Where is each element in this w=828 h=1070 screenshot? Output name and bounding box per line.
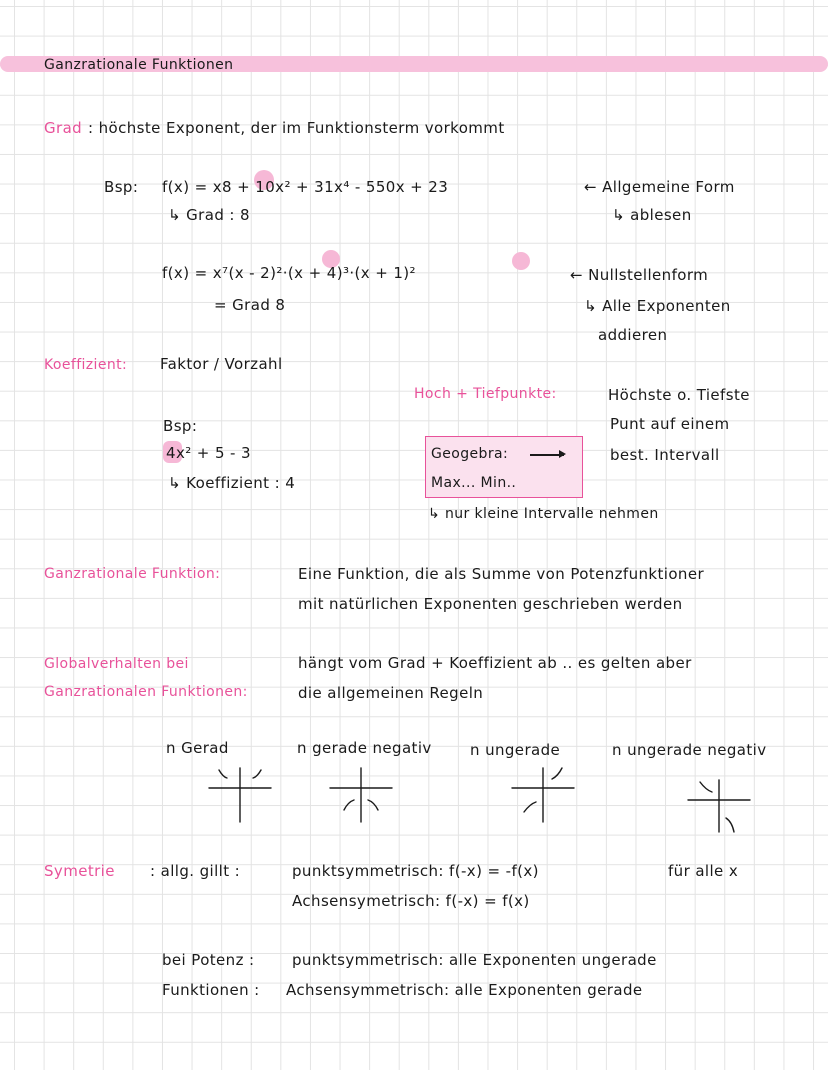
koeffizient-example-result: ↳ Koeffizient : 4 xyxy=(168,474,296,492)
grad-note-form: ← Allgemeine Form xyxy=(584,178,735,196)
potenz-line-2: Achsensymmetrisch: alle Exponenten gerade xyxy=(286,981,643,999)
symmetrie-label: Symetrie xyxy=(44,862,115,880)
hochpunkte-line-2: Punt auf einem xyxy=(610,415,730,433)
sketch-odd-positive-icon xyxy=(508,764,578,826)
case-label: n gerade negativ xyxy=(297,739,432,757)
ganzrational-label: Ganzrationale Funktion: xyxy=(44,566,221,582)
hochpunkte-line-3: best. Intervall xyxy=(610,446,720,464)
globalverhalten-line-2: die allgemeinen Regeln xyxy=(298,684,484,702)
globalverhalten-label-2: Ganzrationalen Funktionen: xyxy=(44,684,248,700)
koeffizient-example-formula: 4x² + 5 - 3 xyxy=(166,444,251,462)
koeffizient-label: Koeffizient: xyxy=(44,357,128,373)
hochpunkte-line-1: Höchste o. Tiefste xyxy=(608,386,750,404)
arrow-right-icon xyxy=(530,454,564,456)
potenz-line-1: punktsymmetrisch: alle Exponenten ungerade xyxy=(292,951,657,969)
grad-label: Grad xyxy=(44,119,83,137)
sketch-even-negative-icon xyxy=(326,764,396,826)
grad-example-formula: f(x) = x8 + 10x² + 31x⁴ - 550x + 23 xyxy=(162,178,449,196)
grad-note-read: ↳ ablesen xyxy=(612,206,692,224)
sketch-even-positive-icon xyxy=(205,764,275,826)
hochpunkte-label: Hoch + Tiefpunkte: xyxy=(414,386,557,402)
page-title: Ganzrationale Funktionen xyxy=(44,57,234,73)
symmetrie-intro: : allg. gillt : xyxy=(150,862,241,880)
grad-example-label: Bsp: xyxy=(104,178,139,196)
grad-definition: : höchste Exponent, der im Funktionsterm vorkommt xyxy=(88,119,505,137)
grad-example2-formula: f(x) = x⁷(x - 2)²·(x + 4)³·(x + 1)² xyxy=(162,264,416,282)
globalverhalten-line-1: hängt vom Grad + Koeffizient ab .. es gelten aber xyxy=(298,654,692,672)
symmetrie-line-1-note: für alle x xyxy=(668,862,739,880)
case-label: n Gerad xyxy=(166,739,229,757)
grad-note-add: addieren xyxy=(598,326,668,344)
hochpunkte-note: ↳ nur kleine Intervalle nehmen xyxy=(428,506,659,522)
grad-example2-result: = Grad 8 xyxy=(214,296,286,314)
grad-example-result: ↳ Grad : 8 xyxy=(168,206,250,224)
geogebra-max-min: Max... Min.. xyxy=(431,475,517,491)
ganzrational-line-2: mit natürlichen Exponenten geschrieben werden xyxy=(298,595,683,613)
potenz-label-2: Funktionen : xyxy=(162,981,260,999)
grad-note-nullstellen: ← Nullstellenform xyxy=(570,266,709,284)
sketch-odd-negative-icon xyxy=(684,776,754,838)
ganzrational-line-1: Eine Funktion, die als Summe von Potenzfunktioner xyxy=(298,565,705,583)
case-label: n ungerade xyxy=(470,741,561,759)
potenz-label-1: bei Potenz : xyxy=(162,951,255,969)
symmetrie-line-1: punktsymmetrisch: f(-x) = -f(x) xyxy=(292,862,539,880)
globalverhalten-label-1: Globalverhalten bei xyxy=(44,656,189,672)
grad-note-exponents: ↳ Alle Exponenten xyxy=(584,297,731,315)
symmetrie-line-2: Achsensymetrisch: f(-x) = f(x) xyxy=(292,892,530,910)
case-label: n ungerade negativ xyxy=(612,741,767,759)
geogebra-label: Geogebra: xyxy=(431,446,509,462)
exponent-highlight xyxy=(512,252,530,270)
koeffizient-example-label: Bsp: xyxy=(163,417,198,435)
koeffizient-definition: Faktor / Vorzahl xyxy=(160,355,283,373)
